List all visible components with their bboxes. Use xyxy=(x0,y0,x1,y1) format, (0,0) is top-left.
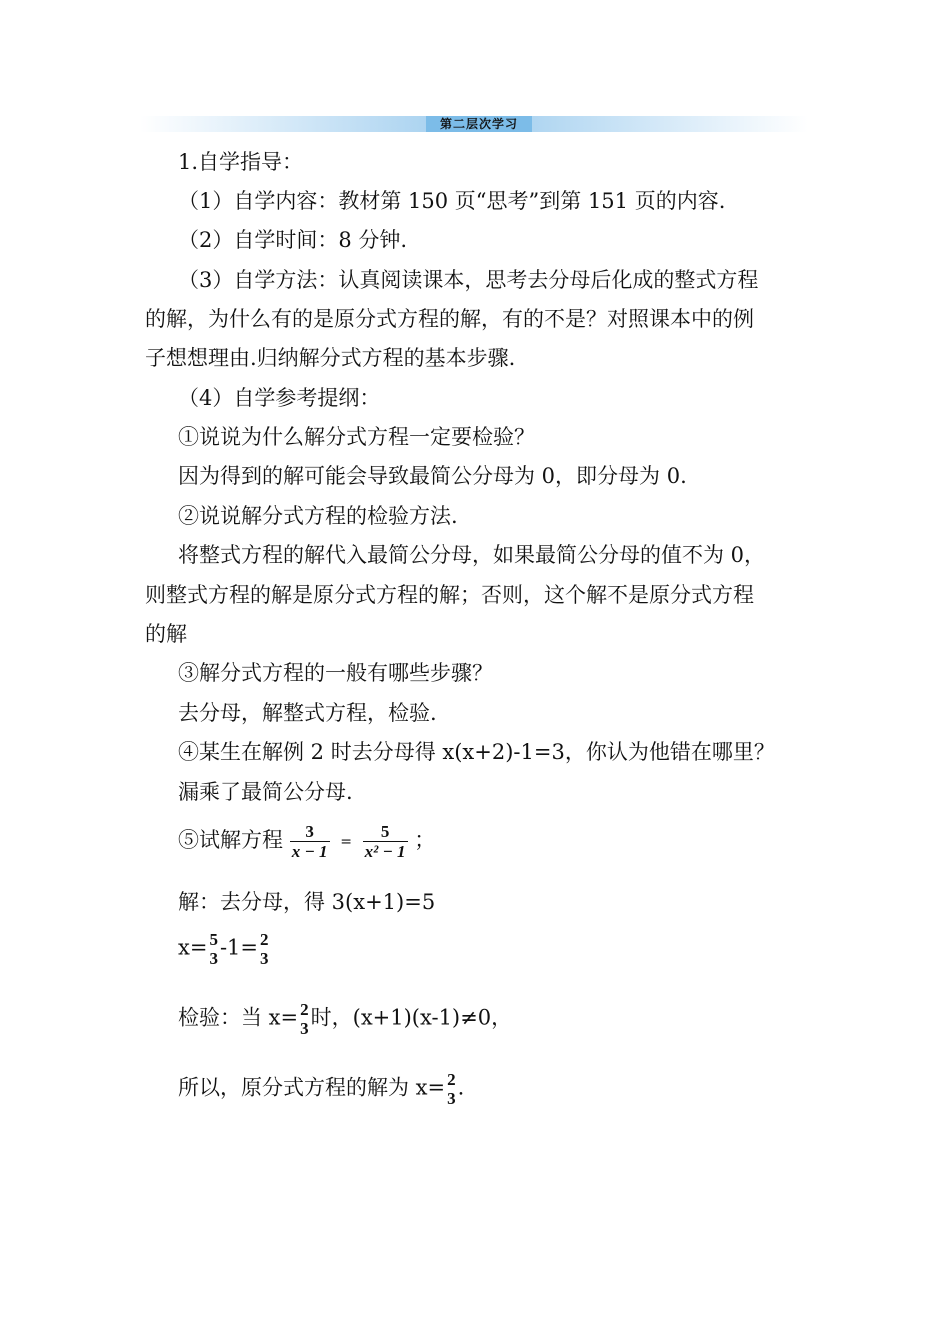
answer-1: 因为得到的解可能会导致最简公分母为 0，即分母为 0. xyxy=(178,464,687,488)
fraction-numerator: 2 xyxy=(447,1070,456,1089)
question-3: ③解分式方程的一般有哪些步骤？ xyxy=(178,661,493,685)
fraction-denominator: 3 xyxy=(260,949,269,968)
question-5 xyxy=(178,822,435,861)
minus-one-equals: -1= xyxy=(219,935,259,960)
instruction-heading: 1.自学指导： xyxy=(178,150,304,174)
fraction-denominator: 3 xyxy=(209,949,218,968)
conclusion-label: 所以，原分式方程的解为 x= xyxy=(178,1075,446,1100)
section-title: 第二层次学习 xyxy=(426,116,532,132)
question-1: ①说说为什么解分式方程一定要检验？ xyxy=(178,425,535,449)
fraction-numerator: 5 xyxy=(363,822,408,842)
study-content: （1）自学内容：教材第 150 页“思考”到第 151 页的内容. xyxy=(178,189,726,213)
fraction-two-thirds xyxy=(298,1000,311,1038)
verification-label: 检验：当 x= xyxy=(178,1005,299,1030)
period: . xyxy=(457,1075,465,1100)
answer-2-line-3: 的解 xyxy=(145,622,187,646)
verification-step xyxy=(178,1000,512,1038)
fraction-denominator: 3 xyxy=(447,1089,456,1108)
fraction-numerator: 2 xyxy=(260,930,269,949)
equation-right-fraction xyxy=(363,822,408,861)
question-5-label: ⑤试解方程 xyxy=(178,828,283,852)
solution-step-2 xyxy=(178,930,271,968)
fraction-denominator: x² − 1 xyxy=(364,842,406,861)
equation-left-fraction xyxy=(290,822,330,861)
solution-step-1: 解：去分母，得 3(x+1)=5 xyxy=(178,890,436,914)
fraction-denominator: x − 1 xyxy=(291,842,328,861)
question-4: ④某生在解例 2 时去分母得 x(x+2)-1=3，你认为他错在哪里？ xyxy=(178,740,775,764)
fraction-two-thirds xyxy=(445,1070,458,1108)
question-2: ②说说解分式方程的检验方法. xyxy=(178,504,458,528)
fraction-two-thirds xyxy=(258,930,271,968)
equals-sign: = xyxy=(340,833,352,850)
fraction-denominator: 3 xyxy=(300,1019,309,1038)
section-banner xyxy=(140,116,808,132)
answer-2-line-2: 则整式方程的解是原分式方程的解；否则，这个解不是原分式方程 xyxy=(145,583,754,607)
semicolon: ； xyxy=(414,828,436,852)
answer-2-line-1: 将整式方程的解代入最简公分母，如果最简公分母的值不为 0， xyxy=(178,543,766,567)
fraction-numerator: 2 xyxy=(300,1000,309,1019)
answer-3: 去分母，解整式方程，检验. xyxy=(178,701,437,725)
verification-condition: 时，(x+1)(x-1)≠0， xyxy=(310,1005,513,1030)
study-method-line-3: 子想想理由.归纳解分式方程的基本步骤. xyxy=(145,346,516,370)
answer-4: 漏乘了最简公分母. xyxy=(178,780,353,804)
study-time: （2）自学时间：8 分钟. xyxy=(178,228,408,252)
outline-heading: （4）自学参考提纲： xyxy=(178,386,381,410)
fraction-five-thirds xyxy=(207,930,220,968)
fraction-numerator: 5 xyxy=(209,930,218,949)
study-method-line-1: （3）自学方法：认真阅读课本，思考去分母后化成的整式方程 xyxy=(178,268,759,292)
x-equals: x= xyxy=(178,935,208,960)
study-method-line-2: 的解，为什么有的是原分式方程的解，有的不是？对照课本中的例 xyxy=(145,307,754,331)
conclusion xyxy=(178,1070,464,1108)
fraction-numerator: 3 xyxy=(290,822,330,842)
